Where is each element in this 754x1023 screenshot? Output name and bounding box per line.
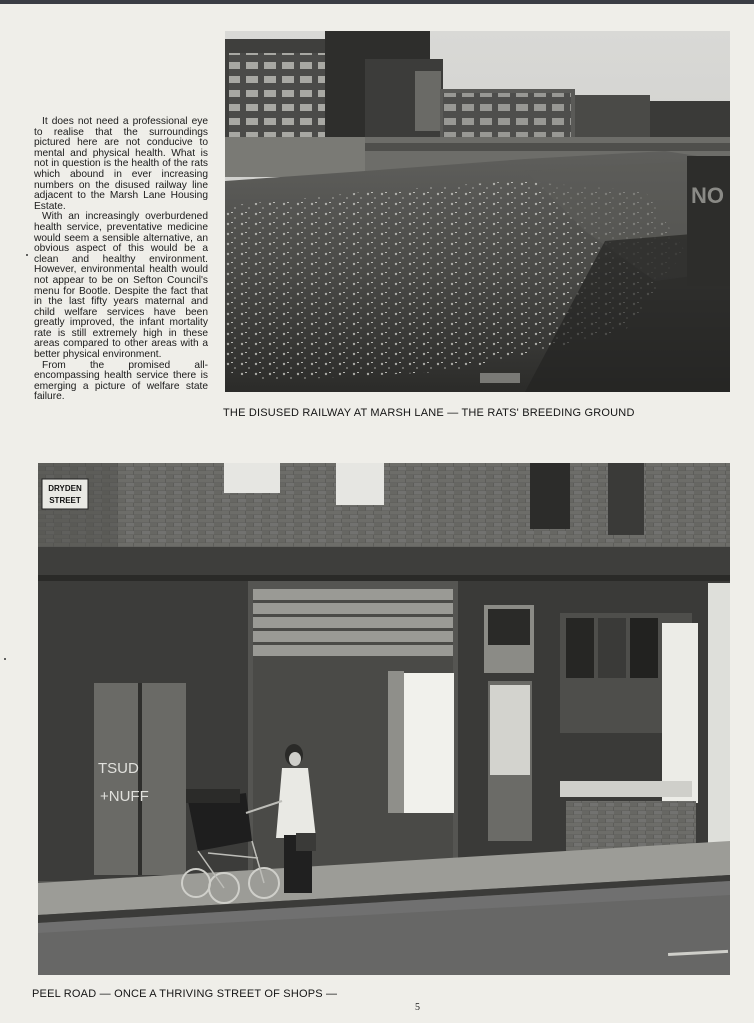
- street-sign-line-2: STREET: [49, 496, 81, 505]
- railway-photo: [225, 31, 730, 392]
- paper-speck: [26, 254, 28, 256]
- article-text: [34, 117, 208, 403]
- peel-road-photo-caption: PEEL ROAD — ONCE A THRIVING STREET OF SHOPS —: [32, 988, 338, 1000]
- article-paragraph-2: With an increasingly overburdened health service, preventative medicine would seem a sensible alternative, an obvious aspect of this would be a clean and healthy environment. However, environmental health would not appear to be on Sefton Council's menu for Bootle. Despite the fact that in the last fifty years maternal and child welfare services have been greatly improved, the infant mortality rate is still extremely high in these areas compared to other areas with a better physical environment.: [34, 211, 208, 361]
- paper-speck: [4, 658, 6, 660]
- page-number: 5: [415, 1002, 420, 1013]
- article-paragraph-3: From the promised all-encompassing health service there is emerging a picture of welfare state failure.: [34, 359, 208, 403]
- railway-wall-graffiti: NO: [691, 183, 724, 208]
- railway-photo-caption: THE DISUSED RAILWAY AT MARSH LANE — THE RATS' BREEDING GROUND: [223, 407, 635, 419]
- door-graffiti-line-1: TSUD: [98, 760, 139, 777]
- peel-road-photo-image: [38, 463, 730, 975]
- article-paragraph-1: It does not need a professional eye to realise that the surroundings pictured here are not conducive to mental and physical health. What is not in question is the health of the rats which abound in ever increasing numbers on the disused railway line adjacent to the Marsh Lane Housing Estate.: [34, 116, 208, 212]
- peel-road-photo: [38, 463, 730, 975]
- door-graffiti-line-2: +NUFF: [100, 788, 149, 805]
- railway-photo-image: [225, 31, 730, 392]
- street-sign-line-1: DRYDEN: [48, 484, 82, 493]
- top-border-rule: [0, 0, 754, 4]
